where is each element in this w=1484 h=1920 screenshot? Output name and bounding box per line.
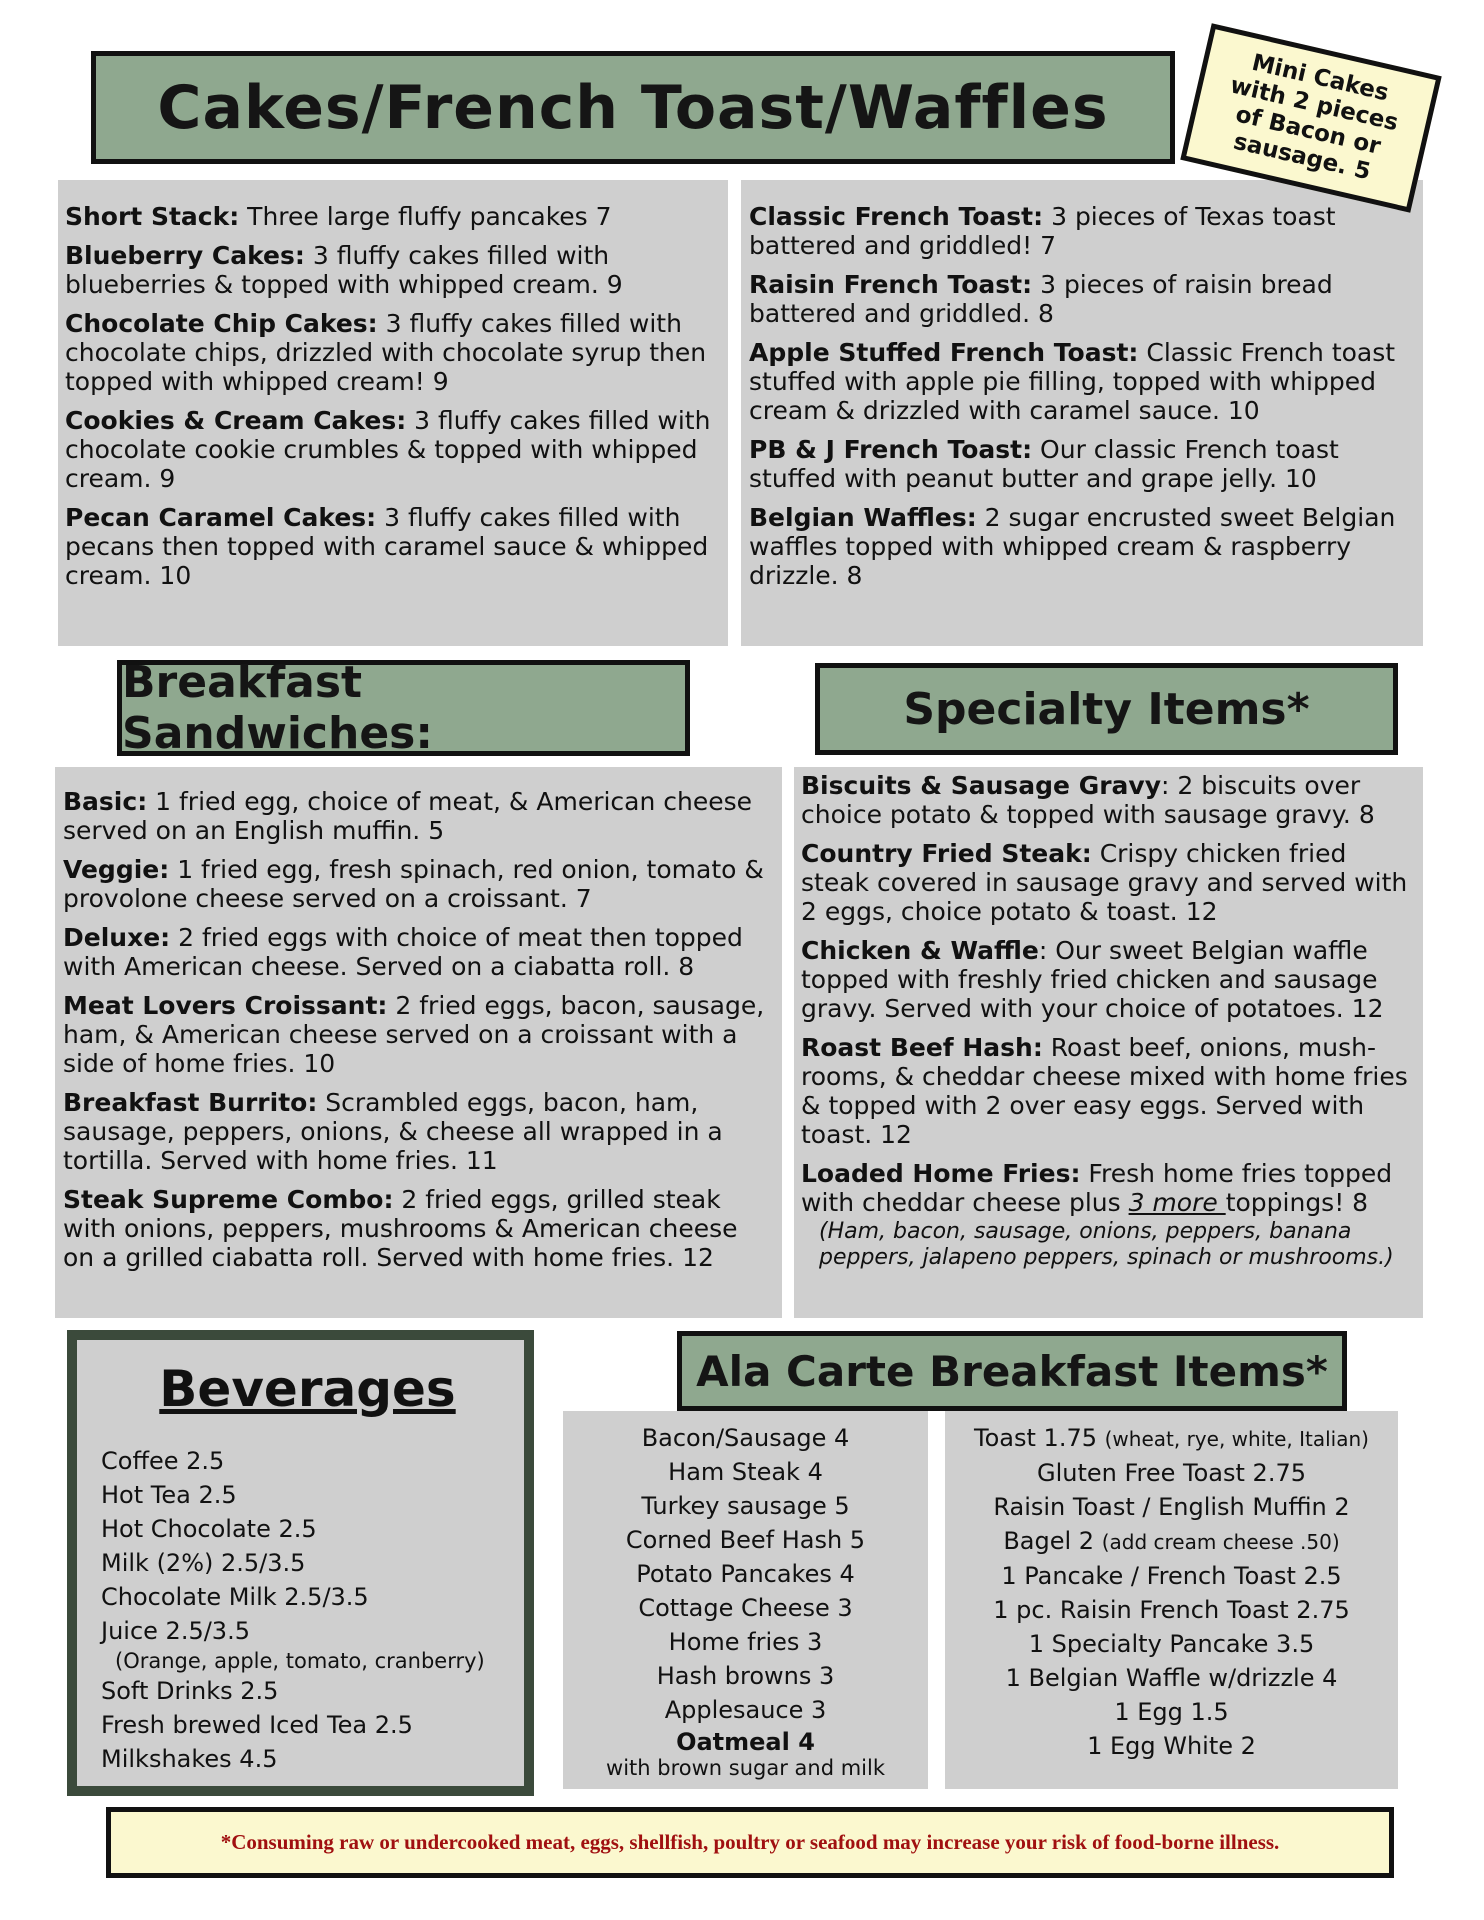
alacarte-left-list xyxy=(563,1421,928,1727)
specialty-title: Specialty Items* xyxy=(903,683,1310,735)
item-name: Raisin French Toast: xyxy=(749,270,1033,299)
item-desc: Scrambled eggs, bacon, ham, sausage, peppers, onions, & cheese all wrapped in a tortilla. Served with home fries. 11 xyxy=(63,1088,723,1175)
alacarte-item xyxy=(945,1559,1398,1593)
item-name: Meat Lovers Croissant: xyxy=(63,991,388,1020)
item-desc: 3 fluffy cakes filled with blueberries & topped with whipped cream. 9 xyxy=(65,241,623,299)
item-name: Chicken & Waffle xyxy=(801,936,1039,965)
cakes-list xyxy=(65,202,718,590)
french-toast-item xyxy=(749,202,1413,260)
item-desc: 2 fried eggs, bacon, sausage, ham, & American cheese served on a croissant with a side of home fries. 10 xyxy=(63,991,765,1078)
item-desc: 1 fried egg, fresh spinach, red onion, tomato & provolone cheese served on a croissant. 7 xyxy=(63,855,764,913)
sandwiches-panel xyxy=(55,767,782,1318)
alacarte-item xyxy=(945,1456,1398,1490)
specialty-item xyxy=(801,839,1415,926)
item-name: Biscuits & Sausage Gravy xyxy=(801,771,1162,800)
alacarte-item-label: Toast 1.75 xyxy=(974,1424,1105,1452)
toppings-note: (Ham, bacon, sausage, onions, peppers, banana peppers, jalapeno peppers, spinach or mushrooms.) xyxy=(819,1219,1394,1270)
item-desc: Roast beef, onions, mush-rooms, & cheddar cheese mixed with home fries & topped with 2 over easy eggs. Served with toast. 12 xyxy=(801,1033,1408,1149)
item-desc: 3 fluffy cakes filled with chocolate chips, drizzled with chocolate syrup then topped with whipped cream! 9 xyxy=(65,309,707,396)
item-name: Cookies & Cream Cakes: xyxy=(65,406,407,435)
alacarte-right-panel xyxy=(945,1411,1398,1789)
alacarte-item-label: Raisin Toast / English Muffin 2 xyxy=(993,1493,1350,1521)
item-name: Apple Stuffed French Toast: xyxy=(749,338,1139,367)
sandwiches-title: Breakfast Sandwiches: xyxy=(122,657,433,759)
alacarte-item-label: 1 Specialty Pancake 3.5 xyxy=(1028,1630,1315,1658)
alacarte-item: Bacon/Sausage 4 xyxy=(641,1424,850,1452)
juice-note: (Orange, apple, tomato, cranberry) xyxy=(115,1649,485,1673)
beverage-item: Hot Chocolate 2.5 xyxy=(101,1515,317,1543)
alacarte-item xyxy=(945,1421,1398,1456)
item-name: Veggie: xyxy=(63,855,170,884)
french-toast-item xyxy=(749,503,1413,590)
oatmeal-note: with brown sugar and milk xyxy=(606,1756,885,1780)
beverage-item: Milkshakes 4.5 xyxy=(101,1745,278,1773)
alacarte-item: Turkey sausage 5 xyxy=(641,1492,850,1520)
alacarte-item-label: Bagel 2 xyxy=(1003,1527,1102,1555)
cakes-item xyxy=(65,202,718,231)
item-name: Classic French Toast: xyxy=(749,202,1044,231)
item-name: Steak Supreme Combo: xyxy=(63,1185,394,1214)
alacarte-item: Home fries 3 xyxy=(668,1628,823,1656)
item-name: Country Fried Steak: xyxy=(801,839,1092,868)
food-safety-warning xyxy=(106,1807,1394,1878)
beverage-item: Fresh brewed Iced Tea 2.5 xyxy=(101,1711,413,1739)
alacarte-item xyxy=(945,1627,1398,1661)
item-desc: 2 fried eggs with choice of meat then topped with American cheese. Served on a ciabatta roll. 8 xyxy=(63,923,743,981)
beverage-item: Coffee 2.5 xyxy=(101,1447,225,1475)
sandwiches-banner xyxy=(117,657,690,759)
item-name: Loaded Home Fries: xyxy=(801,1159,1081,1188)
item-name: Blueberry Cakes: xyxy=(65,241,305,270)
item-desc: 3 fluffy cakes filled with pecans then topped with caramel sauce & whipped cream. 10 xyxy=(65,503,709,590)
beverages-title: Beverages xyxy=(159,1360,456,1418)
item-desc: 3 pieces of Texas toast battered and griddled! 7 xyxy=(749,202,1336,260)
french-toast-list xyxy=(749,202,1413,590)
sandwich-item xyxy=(63,1185,774,1272)
item-desc: 3 pieces of raisin bread battered and griddled. 8 xyxy=(749,270,1333,328)
alacarte-item-note: (wheat, rye, white, Italian) xyxy=(1104,1427,1369,1451)
item-name: PB & J French Toast: xyxy=(749,435,1033,464)
sandwich-item xyxy=(63,991,774,1078)
cakes-item xyxy=(65,309,718,396)
alacarte-item-label: 1 pc. Raisin French Toast 2.75 xyxy=(993,1596,1350,1624)
alacarte-item-label: 1 Egg 1.5 xyxy=(1114,1698,1229,1726)
alacarte-title: Ala Carte Breakfast Items* xyxy=(696,1346,1328,1396)
alacarte-left-panel xyxy=(563,1411,928,1789)
item-desc: 2 fried eggs, grilled steak with onions, peppers, mushrooms & American cheese on a grilled ciabatta roll. Served with home fries. 12 xyxy=(63,1185,738,1272)
alacarte-item-label: Gluten Free Toast 2.75 xyxy=(1036,1459,1306,1487)
french-toast-item xyxy=(749,270,1413,328)
item-name: Deluxe: xyxy=(63,923,171,952)
alacarte-item: Corned Beef Hash 5 xyxy=(625,1526,866,1554)
alacarte-item xyxy=(945,1490,1398,1524)
specialty-item xyxy=(801,936,1415,1023)
alacarte-item xyxy=(945,1661,1398,1695)
alacarte-item: Cottage Cheese 3 xyxy=(638,1594,853,1622)
specialty-list xyxy=(801,771,1415,1149)
item-desc: 2 sugar encrusted sweet Belgian waffles topped with whipped cream & raspberry drizzle. 8 xyxy=(749,503,1396,590)
beverage-item: Hot Tea 2.5 xyxy=(101,1481,237,1509)
title-banner xyxy=(91,51,1175,164)
item-name: Short Stack: xyxy=(65,202,240,231)
mini-cakes-note-text: Mini Cakes with 2 pieces of Bacon or sausage. 5 xyxy=(1227,49,1401,186)
alacarte-item xyxy=(945,1524,1398,1559)
cakes-item xyxy=(65,406,718,493)
alacarte-item xyxy=(945,1695,1398,1729)
item-name: Pecan Caramel Cakes: xyxy=(65,503,377,532)
alacarte-item-label: 1 Pancake / French Toast 2.5 xyxy=(1001,1562,1342,1590)
beverage-item: Juice 2.5/3.5 xyxy=(101,1617,250,1645)
item-desc: 1 fried egg, choice of meat, & American cheese served on an English muffin. 5 xyxy=(63,787,753,845)
alacarte-banner xyxy=(677,1331,1347,1411)
item-desc-end: toppings! 8 xyxy=(1225,1188,1369,1217)
page-title: Cakes/French Toast/Waffles xyxy=(157,72,1109,143)
item-desc: Crispy chicken fried steak covered in sausage gravy and served with 2 eggs, choice potato & toast. 12 xyxy=(801,839,1408,926)
french-toast-item xyxy=(749,338,1413,425)
alacarte-item: Potato Pancakes 4 xyxy=(636,1560,855,1588)
item-name: Chocolate Chip Cakes: xyxy=(65,309,378,338)
alacarte-item xyxy=(945,1729,1398,1763)
oatmeal-item: Oatmeal 4 xyxy=(676,1728,815,1756)
beverage-item: Soft Drinks 2.5 xyxy=(101,1677,279,1705)
specialty-banner xyxy=(815,663,1398,755)
specialty-panel xyxy=(794,767,1423,1318)
sandwich-item xyxy=(63,855,774,913)
item-name: Basic: xyxy=(63,787,148,816)
item-emphasis: 3 more xyxy=(1128,1188,1226,1217)
alacarte-item-label: 1 Belgian Waffle w/drizzle 4 xyxy=(1005,1664,1338,1692)
alacarte-item-note: (add cream cheese .50) xyxy=(1101,1530,1340,1554)
beverages-list xyxy=(101,1444,514,1648)
item-desc: : 2 biscuits over choice potato & topped with sausage gravy. 8 xyxy=(801,771,1375,829)
alacarte-item xyxy=(945,1593,1398,1627)
specialty-item xyxy=(801,1033,1415,1149)
alacarte-item: Applesauce 3 xyxy=(664,1696,827,1724)
item-name: Breakfast Burrito: xyxy=(63,1088,318,1117)
french-toast-panel xyxy=(741,180,1423,646)
specialty-item xyxy=(801,771,1415,829)
french-toast-item xyxy=(749,435,1413,493)
alacarte-item: Ham Steak 4 xyxy=(668,1458,823,1486)
beverage-item: Milk (2%) 2.5/3.5 xyxy=(101,1549,306,1577)
sandwich-item xyxy=(63,1088,774,1175)
sandwiches-list xyxy=(63,787,774,1272)
item-name: Roast Beef Hash: xyxy=(801,1033,1043,1062)
cakes-panel xyxy=(58,180,728,646)
sandwich-item xyxy=(63,923,774,981)
item-desc: Classic French toast stuffed with apple pie filling, topped with whipped cream & drizzled with caramel sauce. 10 xyxy=(749,338,1396,425)
item-desc: 3 fluffy cakes filled with chocolate cookie crumbles & topped with whipped cream. 9 xyxy=(65,406,711,493)
alacarte-right-list xyxy=(945,1421,1398,1763)
item-desc: Fresh home fries topped with cheddar cheese plus xyxy=(801,1159,1393,1217)
alacarte-item-label: 1 Egg White 2 xyxy=(1087,1732,1256,1760)
sandwich-item xyxy=(63,787,774,845)
beverages-panel xyxy=(67,1330,534,1796)
warning-text: *Consuming raw or undercooked meat, eggs, shellfish, poultry or seafood may increase your risk of food-borne illness. xyxy=(220,1830,1280,1854)
cakes-item xyxy=(65,503,718,590)
item-desc: Our classic French toast stuffed with peanut butter and grape jelly. 10 xyxy=(749,435,1339,493)
beverages-list-2 xyxy=(101,1674,514,1776)
menu-item-loaded-home-fries xyxy=(801,1159,1415,1271)
alacarte-item: Hash browns 3 xyxy=(656,1662,835,1690)
item-desc: Three large fluffy pancakes 7 xyxy=(239,202,612,231)
cakes-item xyxy=(65,241,718,299)
beverage-item: Chocolate Milk 2.5/3.5 xyxy=(101,1583,369,1611)
item-name: Belgian Waffles: xyxy=(749,503,977,532)
item-desc: : Our sweet Belgian waffle topped with freshly fried chicken and sausage gravy. Served with your choice of potatoes. 12 xyxy=(801,936,1384,1023)
